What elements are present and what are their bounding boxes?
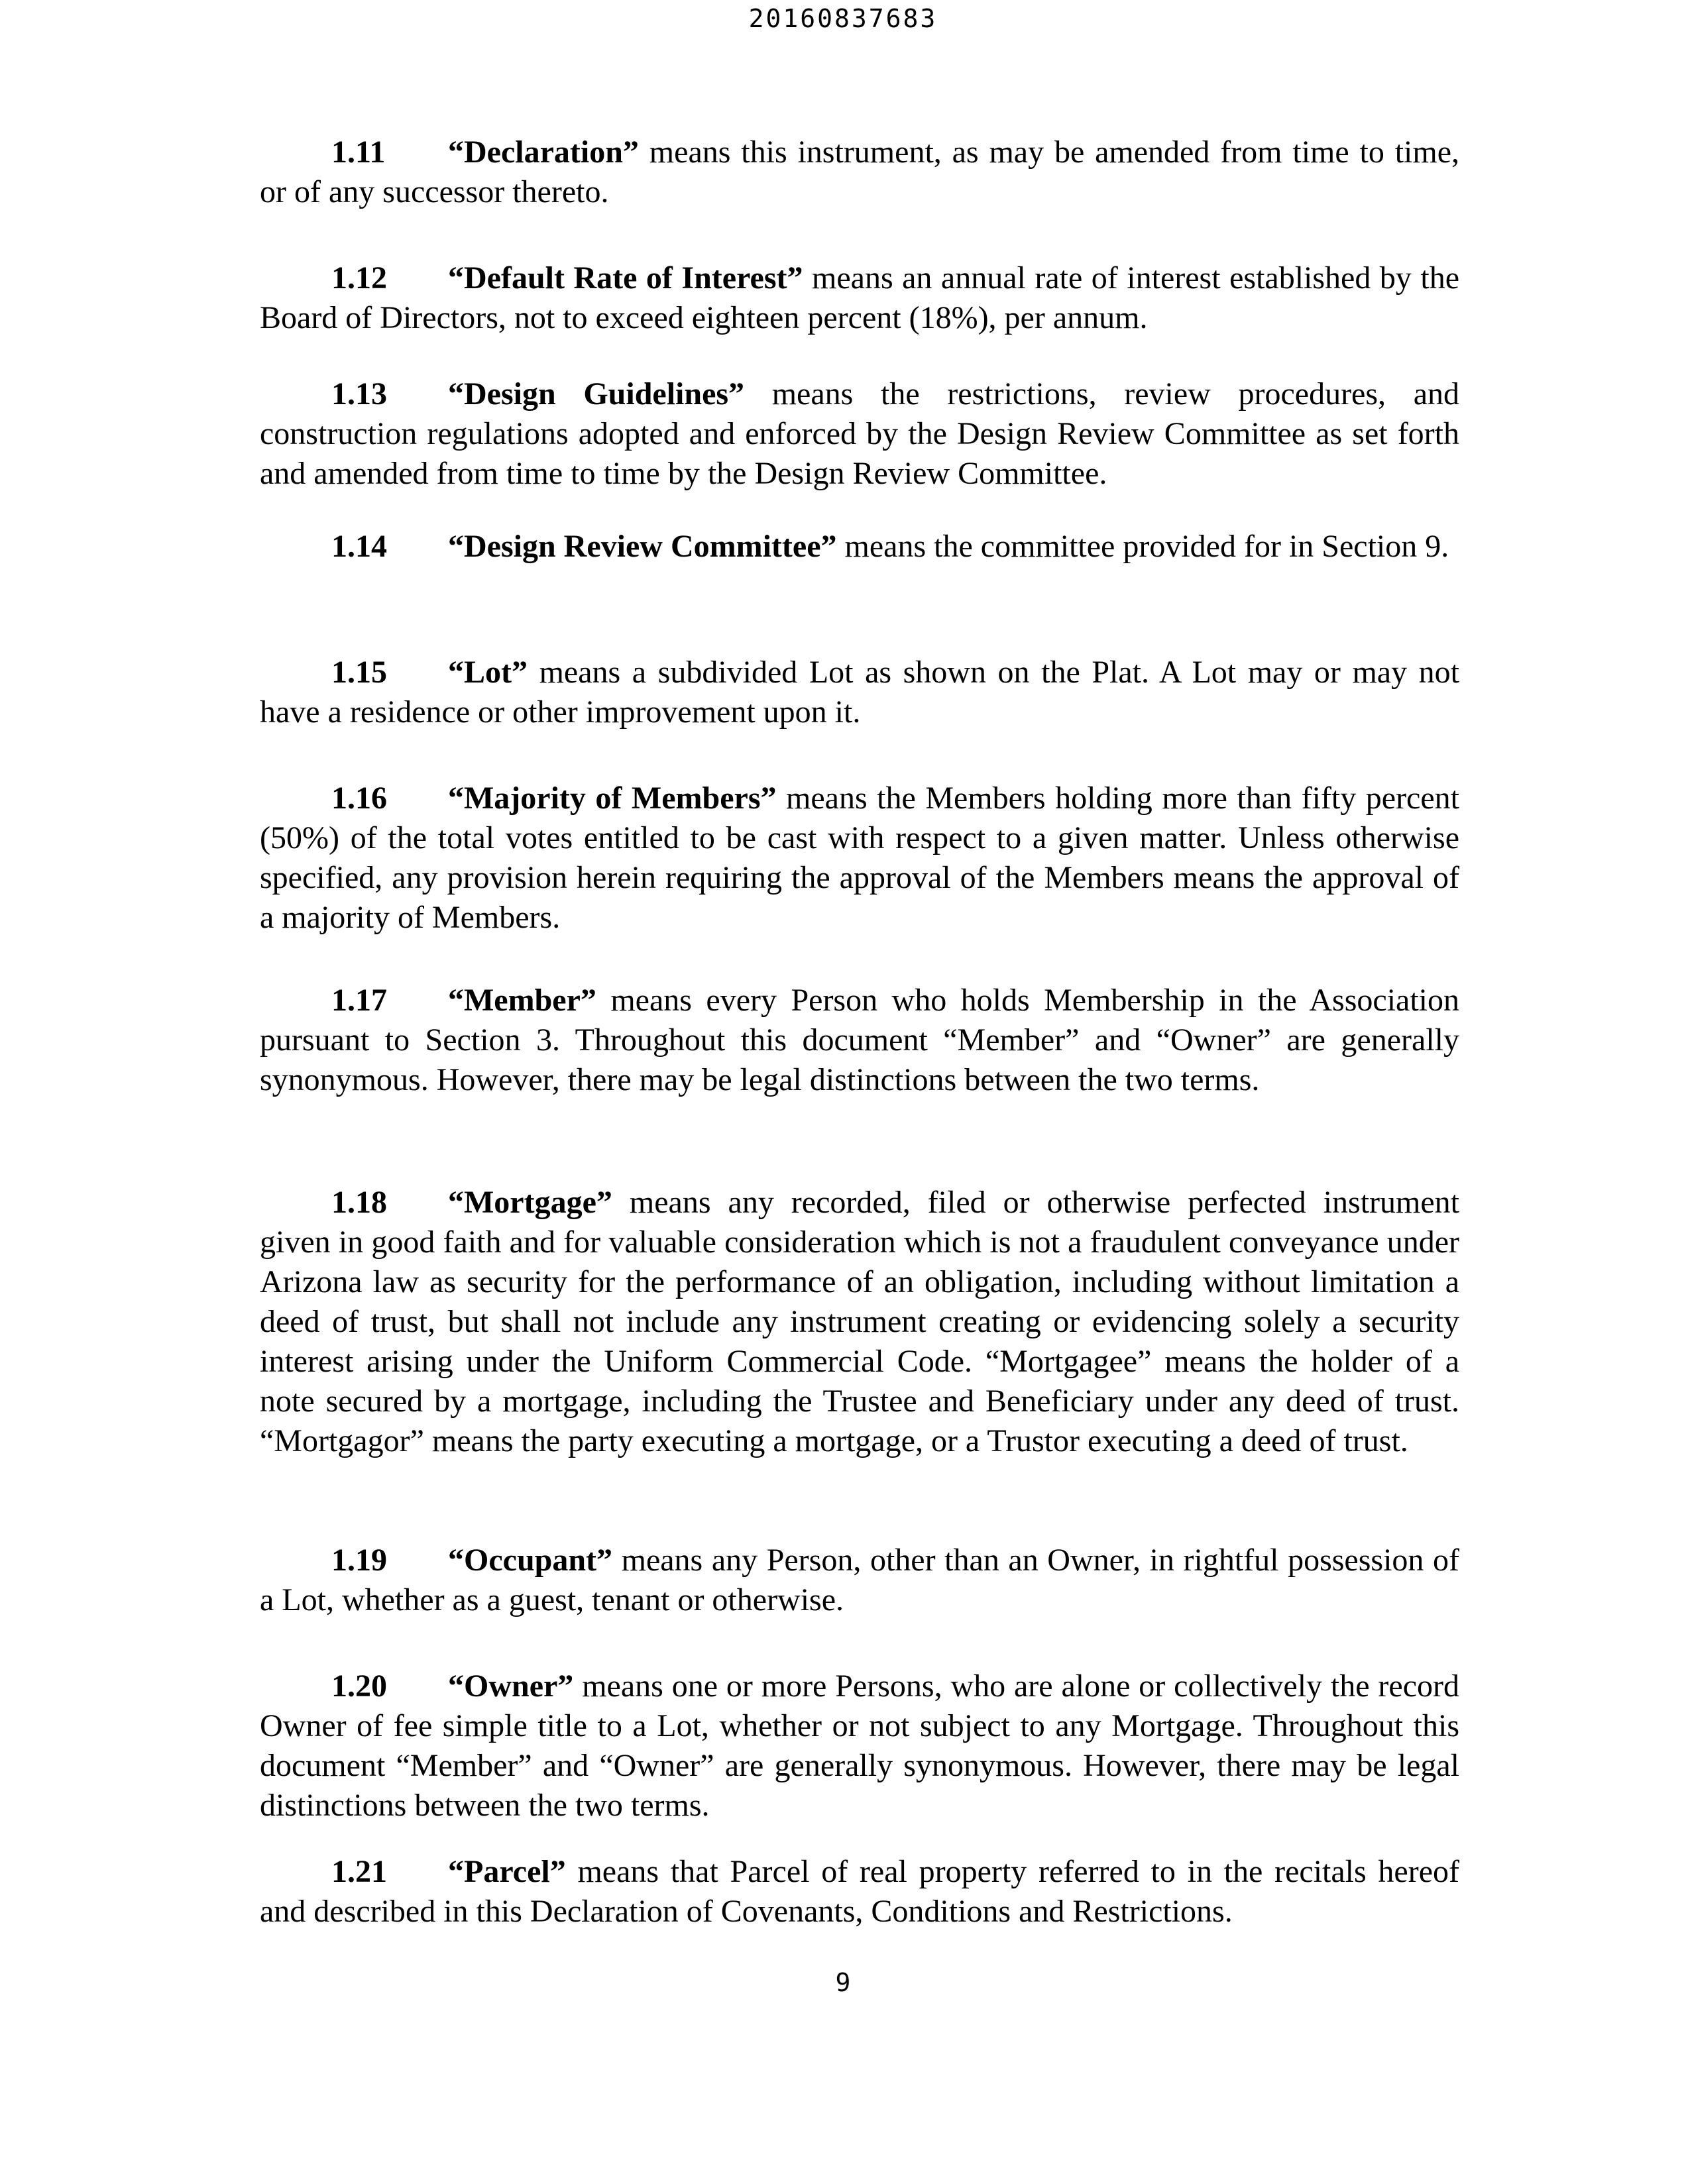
definition-1-16 [260,779,1459,938]
definition-1-21 [260,1852,1459,1932]
definition-number: 1.15 [331,655,387,690]
definition-number: 1.16 [331,781,387,816]
definition-term: “Parcel” [448,1854,566,1889]
definition-number: 1.21 [331,1854,387,1889]
definition-term: “Default Rate of Interest” [448,260,803,296]
definition-term: “Owner” [448,1668,574,1704]
definition-1-15 [260,653,1459,732]
definition-term: “Mortgage” [448,1185,612,1220]
definition-number: 1.13 [331,376,387,411]
definition-text: means that Parcel of real property referred to in the recitals hereof and described in this Declaration of Covenants, Conditions and Restrictions. [260,1854,1459,1929]
definition-1-19 [260,1541,1459,1620]
definition-term: “Majority of Members” [448,781,777,816]
definition-text: means any recorded, filed or otherwise perfected instrument given in good faith and for valuable consideration which is not a fraudulent conveyance under Arizona law as security for the performance of an obligation, including without limitation a deed of trust, but shall not include any instrument creating or evidencing solely a security interest arising under the Uniform Commercial Code. “Mortgagee” means the holder of a note secured by a mortgage, including the Trustee and Beneficiary under any deed of trust. “Mortgagor” means the party executing a mortgage, or a Trustor executing a deed of trust. [260,1185,1460,1458]
definition-term: “Declaration” [448,135,639,170]
definition-text: means the restrictions, review procedures, and construction regulations adopted and enforced by the Design Review Committee as set forth and amended from time to time by the Design Review Committee. [260,376,1459,491]
definition-1-12 [260,258,1459,338]
definition-text: means an annual rate of interest established by the Board of Directors, not to exceed eighteen percent (18%), per annum. [260,260,1460,335]
definition-1-17 [260,981,1459,1100]
definition-term: “Design Guidelines” [448,376,745,411]
definition-text: means one or more Persons, who are alone or collectively the record Owner of fee simple title to a Lot, whether or not subject to any Mortgage. Throughout this document “Member” and “Owner” are generally synonymous. However, there may be legal distinctions between the two terms. [260,1668,1459,1823]
definition-text: means any Person, other than an Owner, in rightful possession of a Lot, whether as a guest, tenant or otherwise. [260,1543,1460,1617]
definition-1-11 [260,133,1459,212]
definition-term: “Design Review Committee” [448,529,837,564]
definition-text: means this instrument, as may be amended from time to time, or of any successor thereto. [260,135,1460,209]
page-number: 9 [835,1968,851,1997]
definition-term: “Lot” [448,655,528,690]
definition-number: 1.18 [331,1185,387,1220]
definition-number: 1.11 [331,135,386,170]
definition-term: “Member” [448,983,596,1018]
definition-text: means a subdivided Lot as shown on the Plat. A Lot may or may not have a residence or other improvement upon it. [260,655,1460,730]
document-number: 20160837683 [748,4,938,33]
definition-1-13 [260,374,1459,494]
definition-number: 1.17 [331,983,387,1018]
definition-number: 1.14 [331,529,387,564]
definition-1-20 [260,1666,1459,1826]
definition-text: means the Members holding more than fifty percent (50%) of the total votes entitled to be cast with respect to a given matter. Unless otherwise specified, any provision herein requiring the approval of the Members means the approval of a majority of Members. [260,781,1459,935]
definition-text: means the committee provided for in Section 9. [844,529,1449,564]
definition-number: 1.20 [331,1668,387,1704]
definition-1-14 [260,527,1459,567]
definition-number: 1.19 [331,1543,387,1578]
definition-1-18 [260,1183,1459,1461]
definition-text: means every Person who holds Membership in the Association pursuant to Section 3. Throughout this document “Member” and “Owner” are generally synonymous. However, there may be legal distinctions between the two terms. [260,983,1459,1097]
definition-term: “Occupant” [448,1543,613,1578]
definition-number: 1.12 [331,260,387,296]
